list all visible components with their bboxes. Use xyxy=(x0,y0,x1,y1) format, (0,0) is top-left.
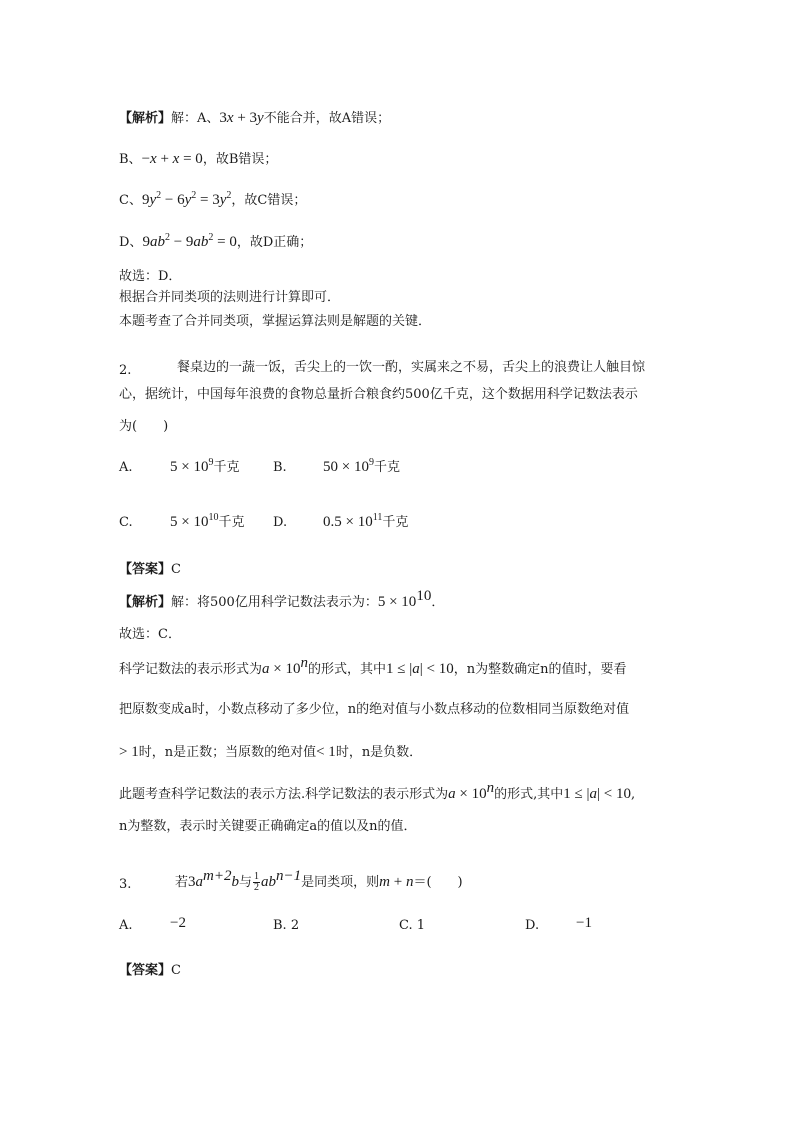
q2-explain-line4: 此题考查科学记数法的表示方法.科学记数法的表示形式为$a \times 10^n$的形式,其中1 ≤ |a| < 10, xyxy=(119,780,636,802)
q2-option-c: $5 \times 10^{10}$千克 xyxy=(170,512,245,530)
q2-analysis: 【解析】解：将500亿用科学记数法表示为：$5 \times 10^{10}$． xyxy=(119,588,445,610)
q2-stem-line2: 心，据统计，中国每年浪费的食物总量折合粮食约500亿千克，这个数据用科学记数法表示 xyxy=(119,387,638,402)
q2-option-a-letter: A. xyxy=(119,460,133,475)
q1-analysis-line-d: D、$9ab^2 - 9ab^2 = 0$，故D正确； xyxy=(119,232,313,250)
q1-method: 根据合并同类项的法则进行计算即可． xyxy=(119,290,341,305)
q2-option-a: $5 \times 10^9$千克 xyxy=(170,457,240,475)
q1-summary: 本题考查了合并同类项，掌握运算法则是解题的关键． xyxy=(119,314,432,329)
q2-explain-line2: 把原数变成a时，小数点移动了多少位，n的绝对值与小数点移动的位数相同当原数绝对值 xyxy=(119,702,630,717)
q3-stem: 若$3a^{m+2}b$与 $\frac{1}{2}$ $ab^{n-1}$是同类项，则m + n＝( ) xyxy=(175,868,463,893)
q3-option-a: −2 xyxy=(170,915,186,931)
fraction-one-half: $\frac{1}{2}$ xyxy=(254,871,259,893)
q2-number: 2. xyxy=(119,363,132,378)
q1-choose: 故选：D． xyxy=(119,269,182,284)
q2-option-b: $50 \times 10^9$千克 xyxy=(323,457,400,475)
q2-option-c-letter: C. xyxy=(119,515,133,530)
q1-analysis-line-c: C、$9y^2 - 6y^2 = 3y^2$，故C错误； xyxy=(119,190,307,208)
q3-option-d-letter: D. xyxy=(525,918,540,933)
q3-answer: 【答案】C xyxy=(119,963,181,978)
q2-stem-line3: 为( ) xyxy=(119,419,169,434)
q1-analysis-line-b: B、−x + x = 0，故B错误； xyxy=(119,151,278,167)
q1-analysis-line-a: 【解析】解：A、3x + 3y不能合并，故A错误； xyxy=(119,110,391,126)
q2-option-b-letter: B. xyxy=(273,460,287,475)
q2-option-d-letter: D. xyxy=(273,515,288,530)
q2-answer: 【答案】C xyxy=(119,562,181,577)
q2-choose: 故选：C． xyxy=(119,627,181,642)
q2-stem-line1: 餐桌边的一蔬一饭，舌尖上的一饮一酌，实属来之不易，舌尖上的浪费让人触目惊 xyxy=(177,360,646,375)
q2-explain-line5: n为整数，表示时关键要正确确定a的值以及n的值． xyxy=(119,819,417,834)
q2-option-d: $0.5 \times 10^{11}$千克 xyxy=(323,512,409,530)
analysis-label: 【解析】 xyxy=(119,111,172,126)
q3-option-c: C. 1 xyxy=(399,918,426,933)
q3-number: 3. xyxy=(119,877,132,892)
q3-option-a-letter: A. xyxy=(119,918,133,933)
q3-option-d: −1 xyxy=(576,915,592,931)
q2-explain-line3: > 1时，n是正数；当原数的绝对值< 1时，n是负数． xyxy=(119,744,423,760)
q2-explain-line1: 科学记数法的表示形式为$a \times 10^n$的形式，其中1 ≤ |a| < 10，n为整数确定n的值时，要看 xyxy=(119,655,627,677)
q3-option-b: B. 2 xyxy=(273,918,300,933)
